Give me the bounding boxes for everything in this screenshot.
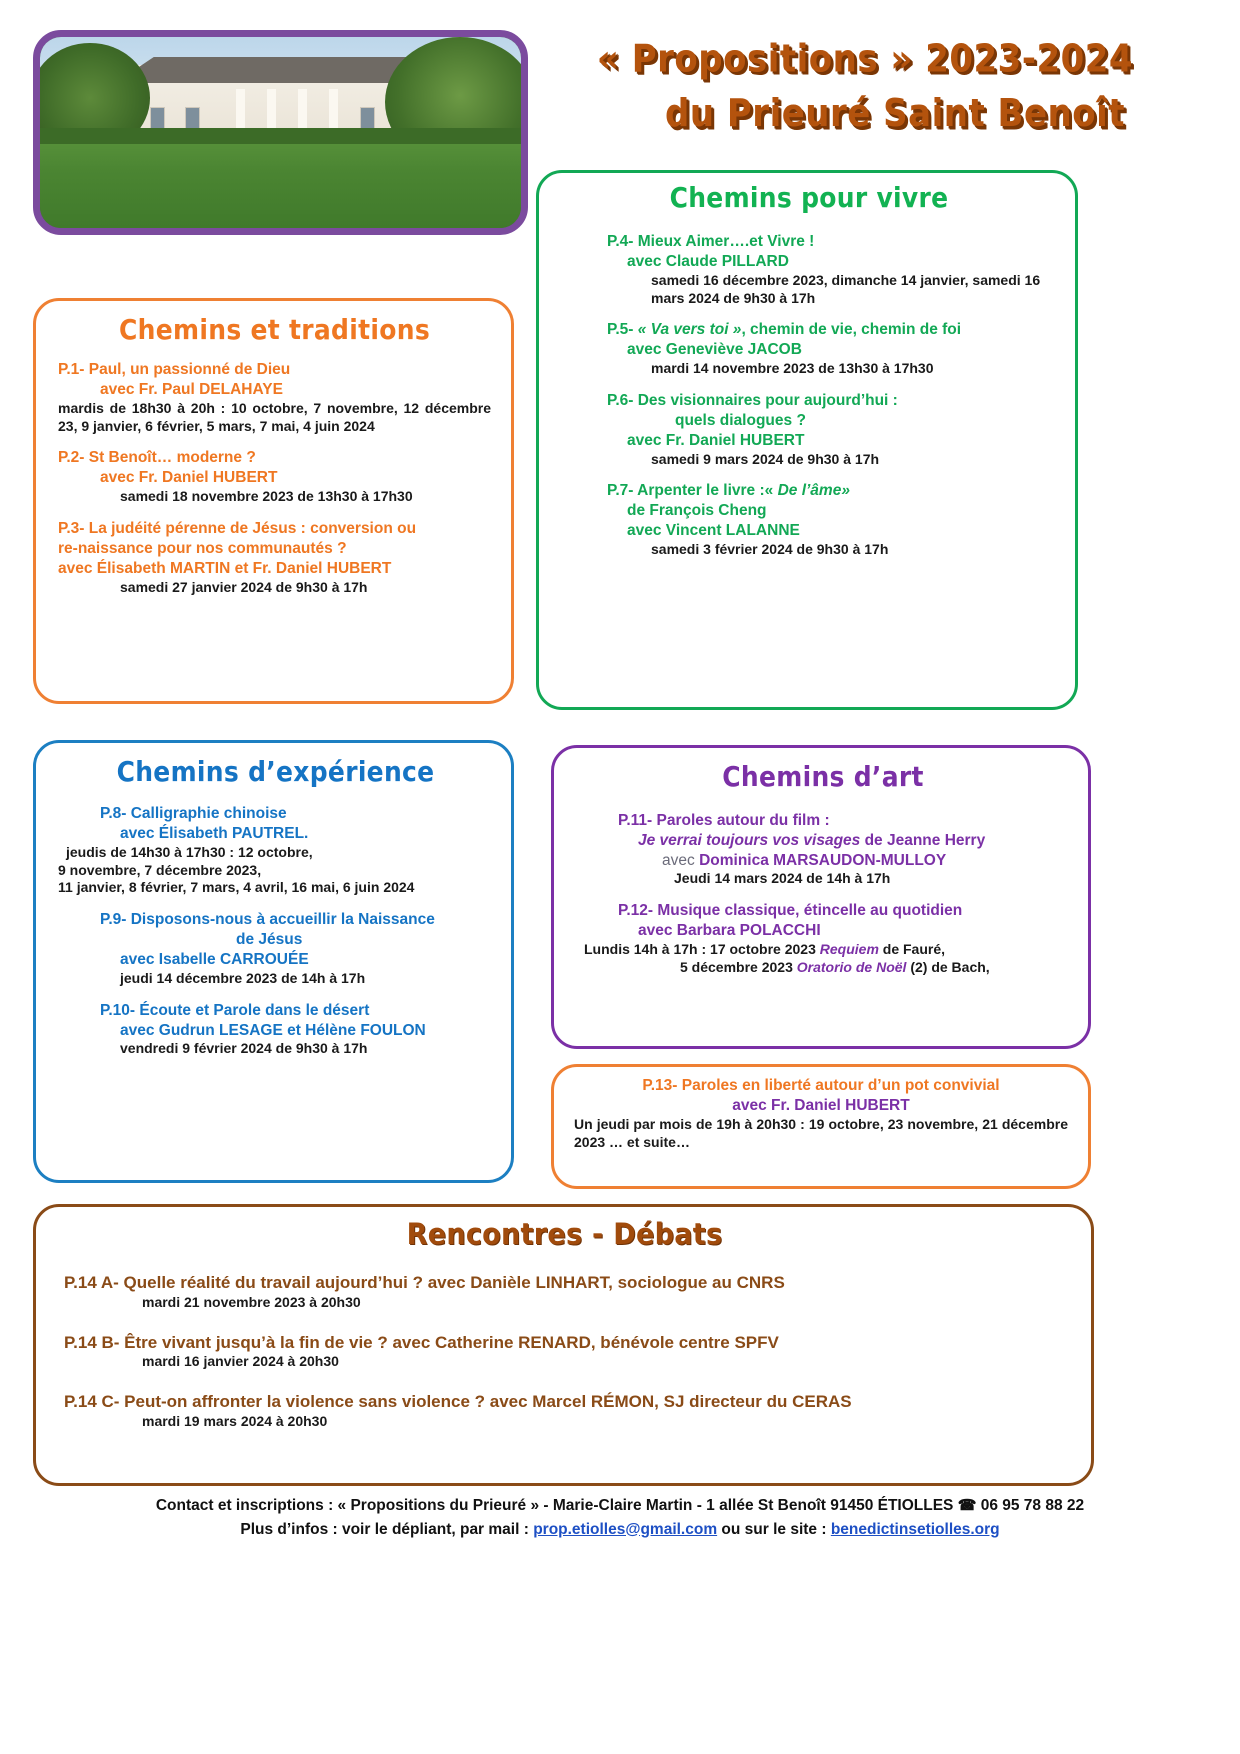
item-p12-dates-line2-tail: (2) de Bach, [906,958,990,975]
item-p1 [58,360,491,435]
section-title-experience: Chemins d’expérience [116,755,435,788]
item-p6 [565,391,1053,468]
item-p9-dates: jeudi 14 décembre 2023 de 14h à 17h [120,969,366,986]
item-p6-with: avec Fr. Daniel HUBERT [627,431,805,449]
item-p3-with: avec Élisabeth MARTIN et Fr. Daniel HUBERT [58,559,392,577]
section-chemins-et-traditions [33,298,514,704]
item-p14c-ref: P.14 C- Peut-on affronter la violence sans violence ? avec Marcel RÉMON, SJ directeur du CERAS [64,1392,852,1412]
item-p3-ref-line1: P.3- La judéité pérenne de Jésus : conversion ou [58,520,417,538]
item-p9 [58,910,493,987]
footer-info-line [0,1518,1240,1541]
item-p14a-ref: P.14 A- Quelle réalité du travail aujourd’hui ? avec Danièle LINHART, sociologue au CNRS [64,1273,785,1292]
section-title-traditions: Chemins et traditions [119,313,430,346]
item-p3-dates: samedi 27 janvier 2024 de 9h30 à 17h [120,578,368,595]
item-p11-film-director: de Jeanne Herry [860,831,986,849]
item-p8-dates-line2: 9 novembre, 7 décembre 2023, [58,861,262,878]
item-p6-ref-line1: P.6- Des visionnaires pour aujourd’hui : [607,392,898,410]
item-p8 [58,804,493,897]
phone-icon: ☎ [957,1497,977,1514]
item-p14c-dates: mardi 19 mars 2024 à 20h30 [142,1413,328,1430]
prieure-photo [33,30,528,235]
item-p9-with: avec Isabelle CARROUÉE [120,951,309,969]
item-p10-ref: P.10- Écoute et Parole dans le désert [100,1001,370,1019]
item-p5-ref-rest: , chemin de vie, chemin de foi [741,321,962,339]
item-p1-ref: P.1- Paul, un passionné de Dieu [58,361,291,378]
section-chemins-d-experience [33,740,514,1183]
section-rencontres-debats [33,1204,1094,1486]
item-p5-with: avec Geneviève JACOB [627,341,802,359]
item-p11-dates: Jeudi 14 mars 2024 de 14h à 17h [674,870,891,887]
item-p12-with: avec Barbara POLACCHI [638,922,821,940]
item-p4-with: avec Claude PILLARD [627,252,789,270]
item-p14c [64,1391,1065,1431]
item-p3 [58,519,491,596]
item-p14a-dates: mardi 21 novembre 2023 à 20h30 [142,1293,361,1310]
item-p11-with-prefix: avec [662,851,700,869]
item-p7-ref-rest: » [841,482,850,500]
footer-info-mid: ou sur le site : [717,1520,831,1538]
poster-title [520,32,1210,142]
item-p7-ref [565,481,1053,501]
footer-phone: 06 95 78 88 22 [976,1497,1085,1514]
footer [0,1494,1240,1541]
item-p7 [565,481,1053,558]
item-p11-film [576,831,1070,851]
item-p6-ref-line2: quels dialogues ? [675,411,806,429]
section-title-rencontres: Rencontres - Débats [406,1217,723,1252]
item-p4 [565,232,1053,307]
footer-contact-line [0,1494,1240,1518]
item-p12-dates-line1 [576,941,1070,959]
item-p7-dates: samedi 3 février 2024 de 9h30 à 17h [651,540,889,557]
item-p7-author: de François Cheng [627,502,767,520]
item-p13-ref: P.13- Paroles en liberté autour d’un pot convivial [642,1077,1000,1094]
section-pot-convivial [551,1064,1091,1189]
item-p6-dates: samedi 9 mars 2024 de 9h30 à 17h [651,450,880,467]
item-p12 [576,901,1070,976]
item-p2-ref: P.2- St Benoît… moderne ? [58,449,256,467]
lawn [40,140,521,228]
item-p14b-ref: P.14 B- Être vivant jusqu’à la fin de vie ? avec Catherine RENARD, bénévole centre SPFV [64,1332,779,1352]
item-p12-ref: P.12- Musique classique, étincelle au quotidien [618,902,963,920]
item-p11-ref: P.11- Paroles autour du film : [618,812,830,829]
item-p7-with: avec Vincent LALANNE [627,522,800,540]
item-p2-with: avec Fr. Daniel HUBERT [100,469,278,487]
item-p5-ref-prefix: P.5- [607,321,638,339]
item-p14a [64,1272,1065,1312]
item-p1-with: avec Fr. Paul DELAHAYE [100,380,283,398]
item-p9-ref-line1: P.9- Disposons-nous à accueillir la Naissance [100,911,435,929]
website-link[interactable]: benedictinsetiolles.org [830,1520,1000,1538]
footer-contact-text: Contact et inscriptions : « Propositions du Prieuré » - Marie-Claire Martin - 1 allée St Benoît 91450 ÉTIOLLES [155,1497,958,1514]
item-p4-dates: samedi 16 décembre 2023, dimanche 14 janvier, samedi 16 mars 2024 de 9h30 à 17h [651,271,1041,306]
item-p13-dates: Un jeudi par mois de 19h à 20h30 : 19 octobre, 23 novembre, 21 décembre 2023 … et suite… [574,1115,1068,1150]
item-p5-dates: mardi 14 novembre 2023 de 13h30 à 17h30 [651,360,934,377]
item-p5-ref-italic: « Va vers toi » [637,321,742,339]
item-p3-ref-line2: re-naissance pour nos communautés ? [58,539,347,557]
section-chemins-pour-vivre [536,170,1078,710]
item-p8-with: avec Élisabeth PAUTREL. [120,824,309,842]
item-p11-film-title: Je verrai toujours vos visages [638,831,861,849]
item-p11-with-name: Dominica MARSAUDON-MULLOY [699,851,947,869]
item-p8-dates-line1: jeudis de 14h30 à 17h30 : 12 octobre, [66,843,313,860]
item-p10-dates: vendredi 9 février 2024 de 9h30 à 17h [120,1040,368,1057]
title-line-1: « Propositions » 2023-2024 [596,36,1134,82]
item-p2 [58,448,491,506]
item-p13-with: avec Fr. Daniel HUBERT [732,1096,910,1114]
item-p7-ref-prefix: P.7- Arpenter le livre :« [607,482,778,500]
item-p12-work-2: Oratorio de Noël [796,958,907,975]
item-p11 [576,811,1070,888]
item-p10-with: avec Gudrun LESAGE et Hélène FOULON [120,1021,426,1039]
item-p2-dates: samedi 18 novembre 2023 de 13h30 à 17h30 [120,488,413,505]
section-chemins-d-art [551,745,1091,1049]
item-p8-ref: P.8- Calligraphie chinoise [100,805,287,822]
item-p5-ref [565,320,1053,340]
item-p8-dates-line3: 11 janvier, 8 février, 7 mars, 4 avril, 16 mai, 6 juin 2024 [58,879,415,896]
email-link[interactable]: prop.etiolles@gmail.com [533,1520,718,1538]
item-p12-dates-line1-plain: Lundis 14h à 17h : 17 octobre 2023 [584,941,820,958]
item-p12-dates-line2-plain: 5 décembre 2023 [680,958,797,975]
item-p12-dates-line2 [576,959,1070,977]
item-p12-work-1: Requiem [819,941,879,958]
item-p11-with [576,851,1070,871]
item-p9-ref-line2: de Jésus [236,931,303,949]
item-p14b-dates: mardi 16 janvier 2024 à 20h30 [142,1353,339,1370]
section-title-art: Chemins d’art [722,760,924,793]
item-p10 [58,1001,493,1059]
item-p14b [64,1332,1065,1372]
item-p1-dates: mardis de 18h30 à 20h : 10 octobre, 7 novembre, 12 décembre 23, 9 janvier, 6 février, 5 mars, 7 mai, 4 juin 2024 [58,399,491,434]
footer-info-prefix: Plus d’infos : voir le dépliant, par mail : [240,1520,534,1538]
item-p7-ref-italic: De l’âme [777,482,842,500]
hedge [40,128,521,144]
section-title-vivre: Chemins pour vivre [669,181,949,214]
item-p12-dates-line1-tail: de Fauré, [878,941,946,958]
item-p5 [565,320,1053,378]
item-p4-ref: P.4- Mieux Aimer….et Vivre ! [607,233,815,250]
title-line-2: du Prieuré Saint Benoît [665,91,1125,137]
item-p13 [574,1076,1068,1151]
